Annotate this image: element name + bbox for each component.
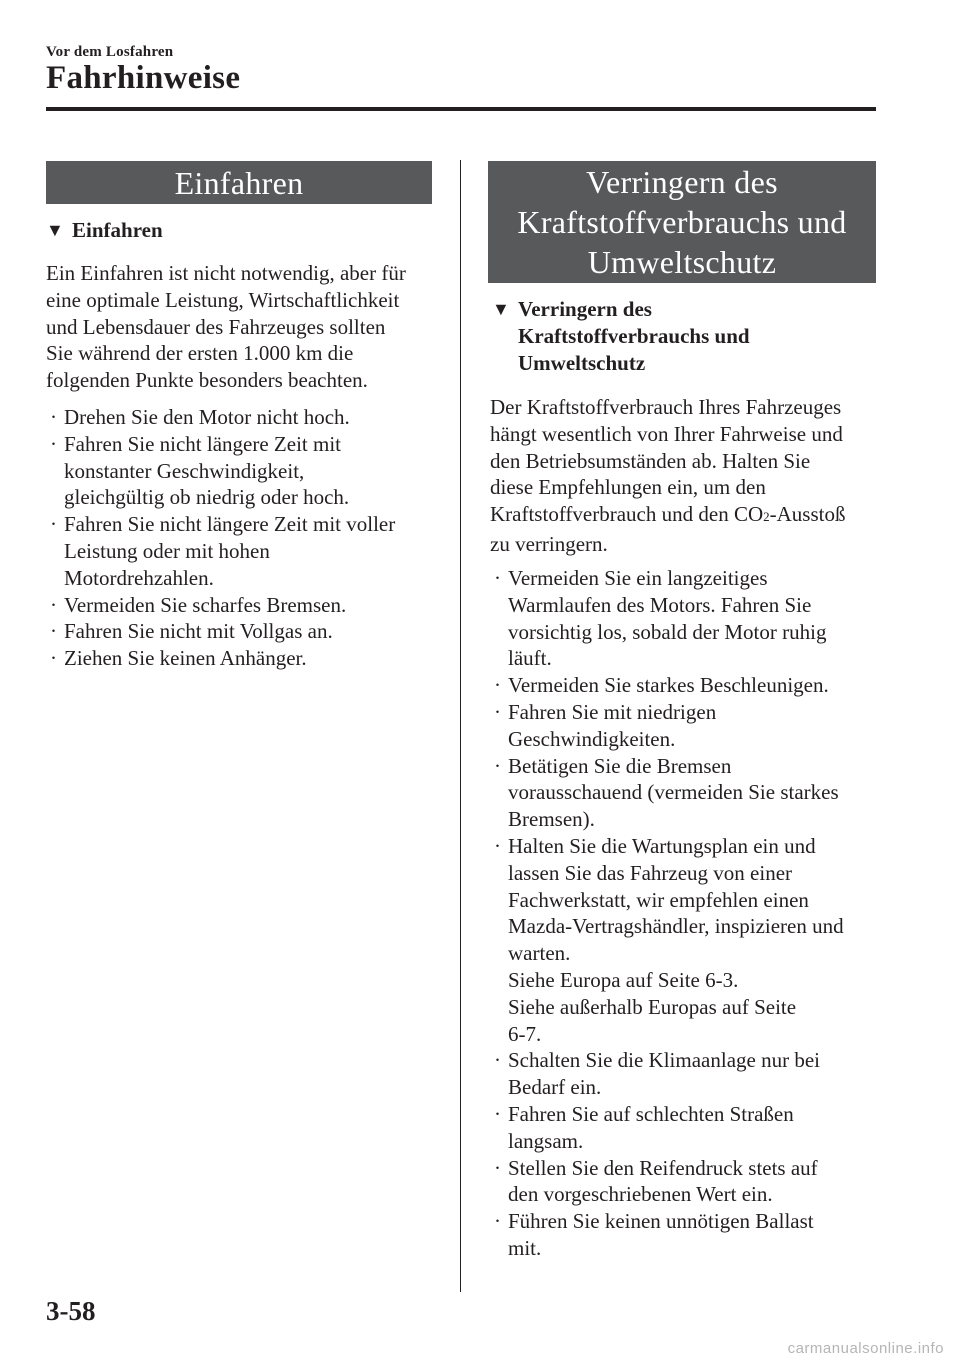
header-rule — [46, 107, 876, 111]
text-line: diese Empfehlungen ein, um den — [490, 475, 766, 500]
list-item-text: Drehen Sie den Motor nicht hoch. — [64, 405, 350, 429]
bullet-dot-icon: · — [494, 566, 501, 590]
co2-text-before: Kraftstoffverbrauch und den CO — [490, 502, 764, 527]
list-item — [46, 618, 446, 645]
list-item — [46, 431, 446, 511]
list-item-text: Ziehen Sie keinen Anhänger. — [64, 646, 307, 671]
bullet-dot-icon: · — [494, 699, 501, 724]
column-divider — [460, 160, 461, 1292]
bullet-dot-icon: · — [494, 673, 501, 698]
triangle-down-icon: ▼ — [46, 220, 64, 240]
bullet-dot-icon: · — [494, 753, 501, 778]
list-item — [490, 699, 890, 753]
section-heading-einfahren — [46, 161, 432, 204]
text-line: folgenden Punkte besonders beachten. — [46, 368, 368, 393]
list-item-text: Fahren Sie nicht längere Zeit mit voller Leistung oder mit hohen Motordrehzahlen. — [64, 512, 396, 590]
section-heading-line: Verringern des — [586, 164, 778, 200]
list-item — [490, 1208, 890, 1262]
text-line: Sie während der ersten 1.000 km die — [46, 341, 354, 366]
bullet-dot-icon: · — [50, 405, 57, 429]
section-heading-line: Umweltschutz — [587, 244, 777, 280]
list-item — [46, 592, 446, 619]
list-item — [490, 1101, 890, 1155]
intro-paragraph-left — [46, 260, 406, 394]
list-item — [46, 645, 446, 672]
bullet-dot-icon: · — [494, 1048, 501, 1073]
text-line-co2 — [490, 501, 845, 531]
list-item-text: Schalten Sie die Klimaanlage nur bei Bedarf ein. — [508, 1048, 820, 1100]
co2-text-after: -Ausstoß — [769, 502, 846, 527]
bullet-dot-icon: · — [50, 512, 57, 537]
list-item-text: Fahren Sie auf schlechten Straßen langsam. — [508, 1101, 794, 1153]
bullet-dot-icon: · — [494, 1209, 501, 1234]
subheading-line: Kraftstoffverbrauchs und — [518, 324, 750, 348]
list-item — [490, 1047, 890, 1101]
text-line: zu verringern. — [490, 531, 608, 556]
bullet-dot-icon: · — [494, 1155, 501, 1180]
list-item-text: Vermeiden Sie starkes Beschleunigen. — [508, 673, 829, 698]
list-item-text: Fahren Sie nicht mit Vollgas an. — [64, 619, 333, 644]
text-line: und Lebensdauer des Fahrzeuges sollten — [46, 314, 386, 339]
subheading-line: Verringern des — [518, 297, 652, 321]
bullet-dot-icon: · — [50, 646, 57, 671]
subheading-einfahren — [46, 217, 436, 245]
list-item-text: Betätigen Sie die Bremsen vorausschauend (vermeiden Sie starkes Bremsen). — [508, 753, 839, 832]
triangle-down-icon: ▼ — [492, 299, 510, 319]
list-item — [490, 672, 890, 699]
section-heading-kraftstoff — [488, 161, 876, 283]
subheading-text: Einfahren — [72, 218, 163, 242]
list-item-text: Fahren Sie nicht längere Zeit mit konstanter Geschwindigkeit, gleichgültig ob niedrig oder hoch. — [64, 431, 350, 510]
list-item-text: Halten Sie die Wartungsplan ein und lassen Sie das Fahrzeug von einer Fachwerkstatt, wir empfehlen einen Mazda-Vertragshändler, inspizieren und warten. Siehe Europa auf Seite 6-3. Siehe außerhalb Europas auf Seite 6-7. — [508, 833, 844, 1046]
list-item — [46, 404, 446, 431]
list-item-text: Stellen Sie den Reifendruck stets auf den vorgeschriebenen Wert ein. — [508, 1155, 818, 1207]
section-heading-text: Einfahren — [174, 164, 304, 201]
bullet-dot-icon: · — [494, 833, 501, 858]
list-item — [490, 565, 890, 672]
list-item — [490, 833, 890, 1047]
text-line: eine optimale Leistung, Wirtschaftlichkeit — [46, 287, 400, 312]
text-line: Ein Einfahren ist nicht notwendig, aber für — [46, 261, 406, 285]
text-line: den Betriebsumständen ab. Halten Sie — [490, 448, 811, 473]
bullet-dot-icon: · — [50, 431, 57, 456]
bullet-list-right — [490, 565, 890, 1262]
list-item-text: Vermeiden Sie scharfes Bremsen. — [64, 592, 347, 617]
watermark: carmanualsonline.info — [787, 1340, 944, 1357]
subheading-kraftstoff — [492, 296, 872, 380]
list-item-text: Führen Sie keinen unnötigen Ballast mit. — [508, 1209, 814, 1260]
list-item-text: Fahren Sie mit niedrigen Geschwindigkeiten. — [508, 699, 717, 751]
subheading-lines — [518, 296, 750, 377]
list-item — [490, 1155, 890, 1209]
intro-paragraph-right — [490, 394, 845, 558]
list-item — [490, 753, 890, 833]
section-heading-line: Kraftstoffverbrauchs und — [517, 204, 847, 240]
text-line: hängt wesentlich von Ihrer Fahrweise und — [490, 421, 843, 446]
co2-subscript: 2 — [763, 509, 770, 525]
bullet-dot-icon: · — [50, 592, 57, 617]
bullet-dot-icon: · — [50, 619, 57, 644]
bullet-list-left — [46, 404, 446, 672]
text-line: Der Kraftstoffverbrauch Ihres Fahrzeuges — [490, 395, 842, 419]
list-item-text: Vermeiden Sie ein langzeitiges Warmlaufen des Motors. Fahren Sie vorsichtig los, sobald der Motor ruhig läuft. — [508, 566, 827, 671]
page-title: Fahrhinweise — [46, 60, 241, 96]
bullet-dot-icon: · — [494, 1101, 501, 1126]
page-number: 3-58 — [46, 1296, 96, 1326]
header-section-kicker: Vor dem Losfahren — [46, 44, 174, 60]
list-item — [46, 511, 446, 591]
subheading-line: Umweltschutz — [518, 351, 646, 375]
